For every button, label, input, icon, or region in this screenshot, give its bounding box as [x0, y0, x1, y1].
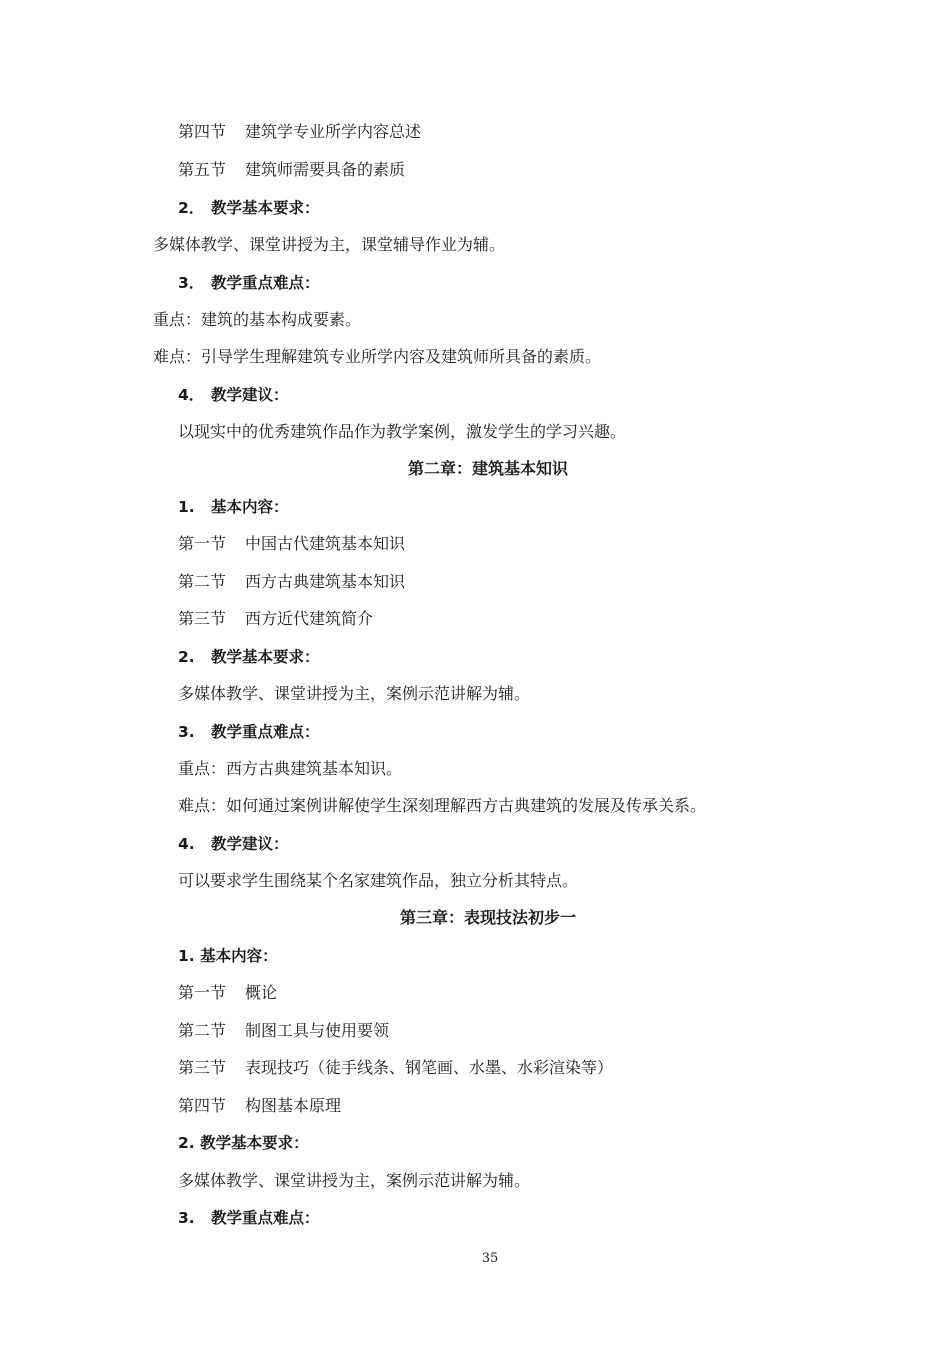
heading-number: 4.	[178, 835, 195, 853]
section-label: 第四节	[178, 122, 227, 141]
chapter-3-title: 第三章：表现技法初步一	[399, 908, 576, 927]
ch3-key-points-heading	[178, 1208, 320, 1228]
ch1-advice-heading	[178, 385, 289, 405]
section-title: 建筑师需要具备的素质	[245, 160, 406, 179]
heading-number: 2．	[178, 199, 205, 217]
heading-text: 教学基本要求：	[211, 199, 320, 217]
ch2-advice-heading	[178, 834, 289, 854]
section-label: 第一节	[178, 534, 227, 553]
section-title: 西方近代建筑简介	[245, 609, 374, 628]
section-label: 第二节	[178, 1021, 227, 1040]
heading-number: 2.	[178, 648, 195, 666]
heading-text: 教学重点难点：	[211, 1209, 320, 1227]
section-label: 第四节	[178, 1096, 227, 1115]
heading-text: 教学建议：	[211, 386, 289, 404]
ch2-content-heading	[178, 497, 289, 517]
section-title: 构图基本原理	[245, 1096, 342, 1115]
heading-number: 4．	[178, 386, 205, 404]
ch1-key-points-heading	[178, 273, 320, 293]
page-number: 35	[481, 1251, 499, 1266]
ch2-requirements-text: 多媒体教学、课堂讲授为主，案例示范讲解为辅。	[178, 684, 531, 703]
ch2-key-point: 重点：西方古典建筑基本知识。	[178, 759, 403, 778]
ch1-difficulty: 难点：引导学生理解建筑专业所学内容及建筑师所具备的素质。	[153, 347, 602, 366]
section-label: 第五节	[178, 160, 227, 179]
ch2-requirements-heading	[178, 647, 320, 667]
ch1-advice-text: 以现实中的优秀建筑作品作为教学案例，激发学生的学习兴趣。	[178, 422, 627, 441]
ch2-difficulty: 难点：如何通过案例讲解使学生深刻理解西方古典建筑的发展及传承关系。	[178, 796, 707, 815]
heading-text: 教学基本要求：	[211, 648, 320, 666]
heading-text: 教学重点难点：	[211, 723, 320, 741]
ch1-requirements-text: 多媒体教学、课堂讲授为主，课堂辅导作业为辅。	[153, 235, 506, 254]
section-title: 制图工具与使用要领	[245, 1021, 390, 1040]
ch3-section-4	[178, 1096, 341, 1116]
ch2-section-3	[178, 609, 373, 629]
ch3-requirements-heading: 2. 教学基本要求：	[178, 1134, 309, 1152]
section-label: 第三节	[178, 1058, 227, 1077]
ch1-key-point: 重点：建筑的基本构成要素。	[153, 310, 362, 329]
ch1-section-4	[178, 122, 421, 142]
section-label: 第三节	[178, 609, 227, 628]
heading-number: 3.	[178, 723, 195, 741]
heading-text: 基本内容：	[211, 498, 289, 516]
heading-number: 1.	[178, 498, 195, 516]
heading-text: 教学重点难点：	[211, 274, 320, 292]
section-title: 概论	[245, 983, 278, 1002]
ch1-requirements-heading	[178, 198, 320, 218]
ch3-section-1	[178, 983, 277, 1003]
heading-number: 3．	[178, 274, 205, 292]
ch2-advice-text: 可以要求学生围绕某个名家建筑作品，独立分析其特点。	[178, 871, 579, 890]
ch3-content-heading: 1. 基本内容：	[178, 947, 278, 965]
ch3-requirements-text: 多媒体教学、课堂讲授为主，案例示范讲解为辅。	[178, 1171, 531, 1190]
section-title: 表现技巧（徒手线条、钢笔画、水墨、水彩渲染等）	[245, 1058, 614, 1077]
ch2-section-2	[178, 572, 405, 592]
ch1-section-5	[178, 160, 405, 180]
section-title: 西方古典建筑基本知识	[245, 572, 406, 591]
ch3-section-2	[178, 1021, 389, 1041]
ch2-key-points-heading	[178, 722, 320, 742]
section-title: 中国古代建筑基本知识	[245, 534, 406, 553]
ch2-section-1	[178, 534, 405, 554]
section-label: 第二节	[178, 572, 227, 591]
chapter-2-title: 第二章：建筑基本知识	[407, 459, 568, 478]
section-title: 建筑学专业所学内容总述	[245, 122, 422, 141]
heading-number: 3.	[178, 1209, 195, 1227]
section-label: 第一节	[178, 983, 227, 1002]
ch3-section-3	[178, 1058, 613, 1078]
heading-text: 教学建议：	[211, 835, 289, 853]
